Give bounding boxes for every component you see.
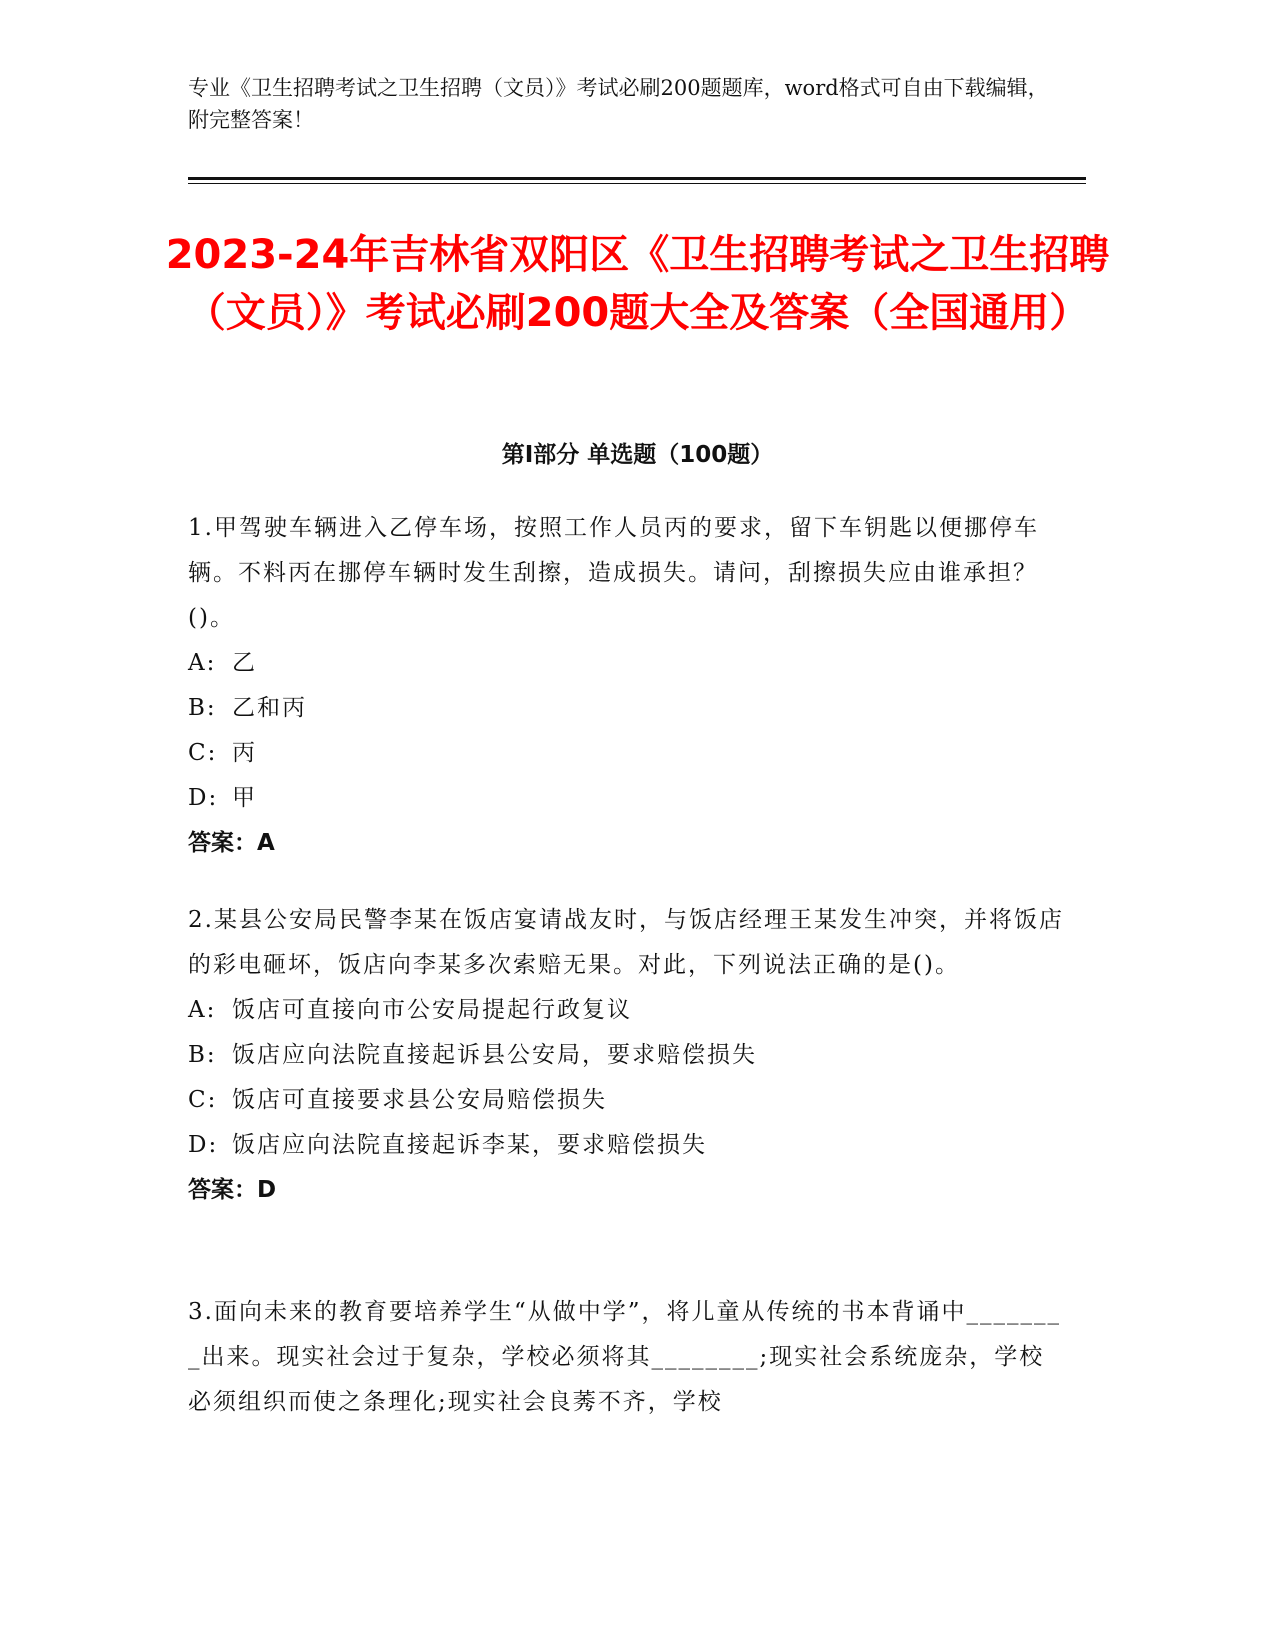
- option-text: 丙: [232, 740, 257, 766]
- question-stem: 1.甲驾驶车辆进入乙停车场，按照工作人员丙的要求，留下车钥匙以便挪停车辆。不料丙在挪停车辆时发生刮擦，造成损失。请问，刮擦损失应由谁承担？()。: [188, 515, 1039, 631]
- option-key: D:: [188, 785, 219, 811]
- option-c: [188, 731, 1068, 776]
- section-title: 第I部分 单选题（100题）: [501, 442, 774, 468]
- option-key: C:: [188, 1087, 218, 1113]
- option-a: [188, 641, 1068, 686]
- question-1: [188, 506, 1068, 866]
- option-a: [188, 988, 1068, 1033]
- header-divider-thin: [188, 183, 1086, 184]
- option-b: [188, 686, 1068, 731]
- option-text: 乙: [232, 650, 257, 676]
- option-text: 乙和丙: [232, 695, 307, 721]
- option-list: [188, 988, 1068, 1168]
- option-text: 甲: [232, 785, 257, 811]
- option-key: B:: [188, 1042, 217, 1068]
- option-b: [188, 1033, 1068, 1078]
- option-key: D:: [188, 1132, 219, 1158]
- option-text: 饭店可直接要求县公安局赔偿损失: [232, 1087, 607, 1113]
- question-3: [188, 1290, 1068, 1425]
- answer-line: 答案：A: [188, 830, 275, 856]
- question-2: [188, 898, 1068, 1213]
- question-stem: 3.面向未来的教育要培养学生“从做中学”，将儿童从传统的书本背诵中________出来。现实社会过于复杂，学校必须将其________;现实社会系统庞杂，学校必须组织而使之条理化;现实社会良莠不齐，学校: [188, 1299, 1061, 1415]
- option-c: [188, 1078, 1068, 1123]
- option-key: B:: [188, 695, 217, 721]
- option-text: 饭店可直接向市公安局提起行政复议: [232, 997, 632, 1023]
- option-list: [188, 641, 1068, 821]
- option-key: A:: [188, 997, 217, 1023]
- option-text: 饭店应向法院直接起诉李某，要求赔偿损失: [232, 1132, 707, 1158]
- answer-line: 答案：D: [188, 1177, 277, 1203]
- document-title: 2023-24年吉林省双阳区《卫生招聘考试之卫生招聘（文员）》考试必刷200题大全及答案（全国通用）: [165, 232, 1110, 336]
- header-note: 专业《卫生招聘考试之卫生招聘（文员）》考试必刷200题题库，word格式可自由下载编辑，附完整答案！: [188, 76, 1049, 132]
- question-stem: 2.某县公安局民警李某在饭店宴请战友时，与饭店经理王某发生冲突，并将饭店的彩电砸坏，饭店向李某多次索赔无果。对此，下列说法正确的是()。: [188, 907, 1064, 978]
- option-d: [188, 776, 1068, 821]
- option-d: [188, 1123, 1068, 1168]
- option-key: C:: [188, 740, 218, 766]
- option-key: A:: [188, 650, 217, 676]
- header-divider-thick: [188, 177, 1086, 180]
- option-text: 饭店应向法院直接起诉县公安局，要求赔偿损失: [232, 1042, 757, 1068]
